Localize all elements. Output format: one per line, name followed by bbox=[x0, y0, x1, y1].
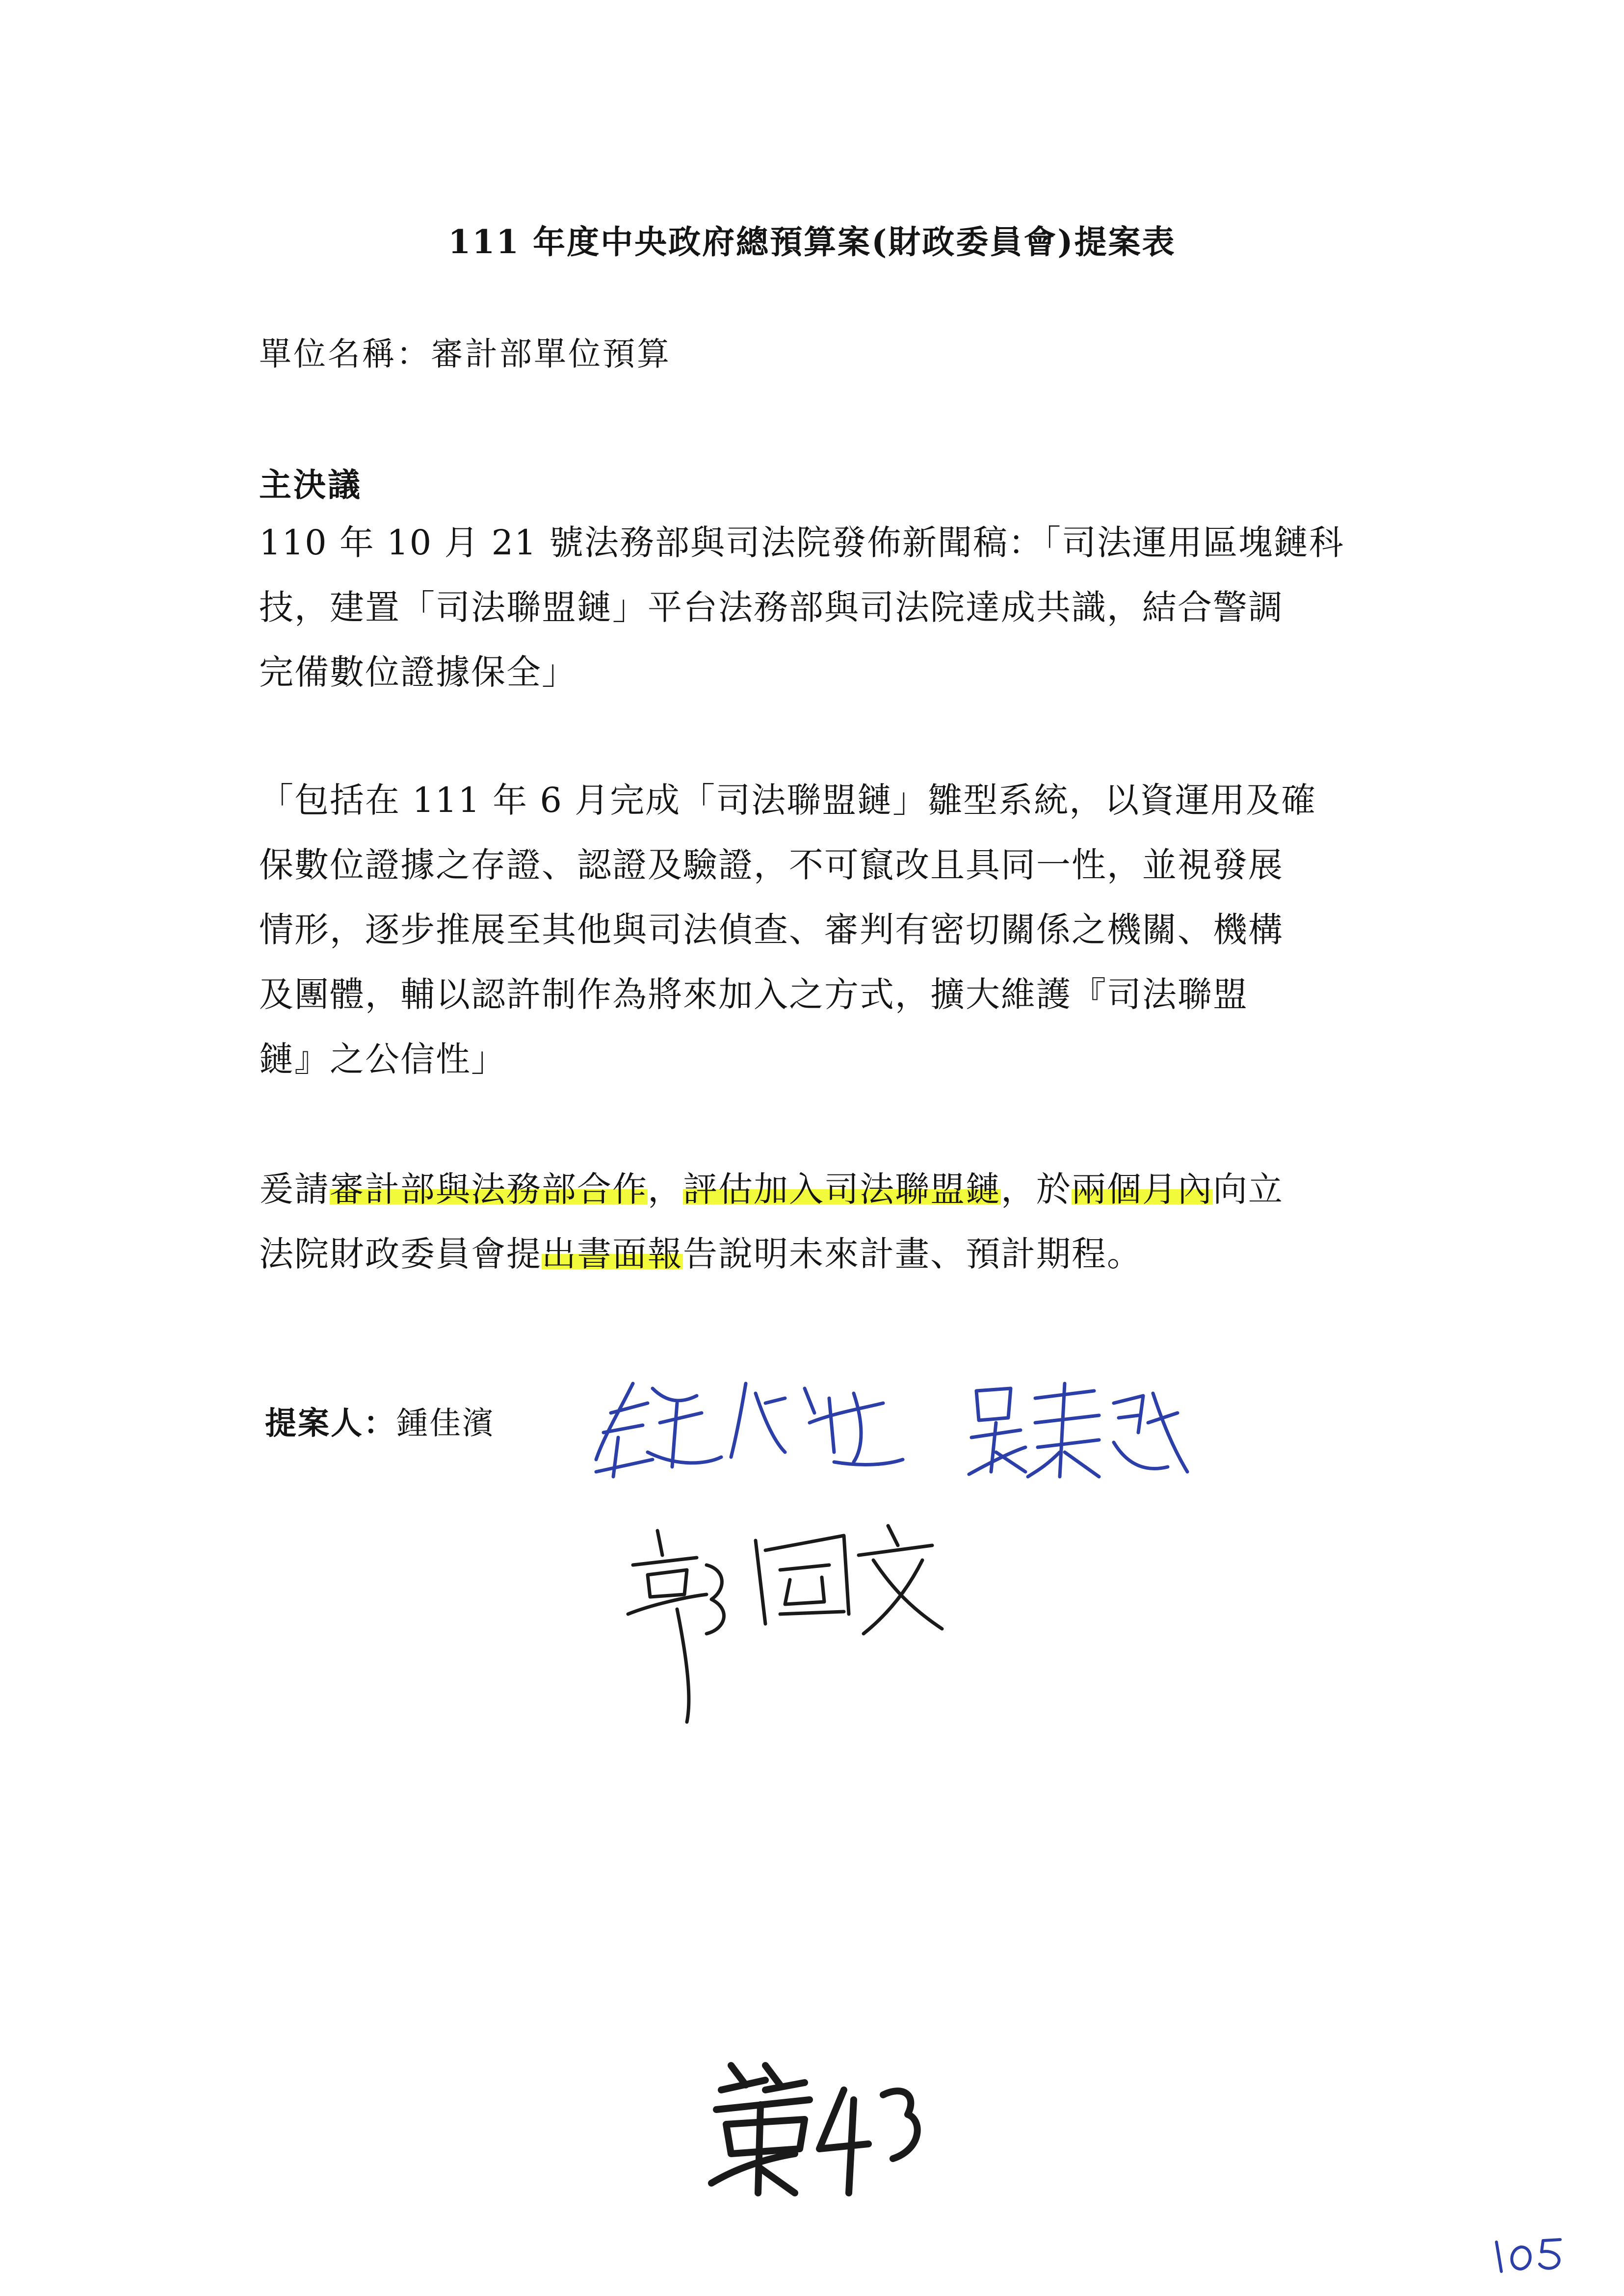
text-line: 技，建置「司法聯盟鏈」平台法務部與司法院達成共識，結合警調 bbox=[259, 587, 1283, 627]
text-span: ，於 bbox=[1001, 1169, 1072, 1209]
text-line bbox=[259, 1157, 1388, 1222]
paragraph-press-release bbox=[259, 510, 1388, 704]
text-line: 保數位證據之存證、認證及驗證，不可竄改且具同一性，並視發展 bbox=[259, 845, 1283, 885]
paragraph-quote bbox=[259, 768, 1388, 1092]
text-span: 爰請 bbox=[259, 1169, 330, 1209]
signature-1 bbox=[596, 1383, 903, 1477]
proposer-label: 提案人： bbox=[265, 1405, 396, 1442]
section-heading: 主決議 bbox=[259, 466, 362, 504]
text-line: 完備數位證據保全」 bbox=[259, 652, 577, 692]
proposer-name: 鍾佳濱 bbox=[396, 1406, 495, 1442]
unit-name-line: 單位名稱：審計部單位預算 bbox=[259, 335, 671, 373]
highlighted-text: 評估加入司法聯盟鏈 bbox=[683, 1169, 1001, 1209]
page-number-mark bbox=[1496, 2240, 1560, 2271]
text-span: ， bbox=[648, 1169, 683, 1209]
document-title: 111 年度中央政府總預算案(財政委員會)提案表 bbox=[448, 223, 1176, 261]
proposer-line bbox=[265, 1398, 495, 1443]
highlighted-text: 兩個月內 bbox=[1072, 1169, 1213, 1209]
text-span: 向立 bbox=[1213, 1169, 1283, 1209]
text-line: 情形，逐步推展至其他與司法偵查、審判有密切關係之機關、機構 bbox=[259, 910, 1283, 950]
stamp-mark bbox=[711, 2065, 917, 2193]
paragraph-request bbox=[259, 1157, 1388, 1286]
highlighted-text: 出書面報 bbox=[542, 1234, 683, 1274]
text-span: 告說明未來計畫、預計期程。 bbox=[683, 1234, 1142, 1274]
highlighted-text: 審計部與法務部合作 bbox=[330, 1169, 648, 1209]
text-line bbox=[259, 1222, 1388, 1286]
text-line: 110 年 10 月 21 號法務部與司法院發佈新聞稿：「司法運用區塊鏈科 bbox=[259, 522, 1345, 563]
text-line: 鏈』之公信性」 bbox=[259, 1039, 506, 1079]
text-span: 法院財政委員會提 bbox=[259, 1234, 542, 1274]
signature-3 bbox=[628, 1526, 942, 1722]
signature-2 bbox=[969, 1383, 1187, 1477]
text-line: 及團體，輔以認許制作為將來加入之方式，擴大維護『司法聯盟 bbox=[259, 974, 1248, 1015]
text-line: 「包括在 111 年 6 月完成「司法聯盟鏈」雛型系統，以資運用及確 bbox=[259, 780, 1317, 820]
